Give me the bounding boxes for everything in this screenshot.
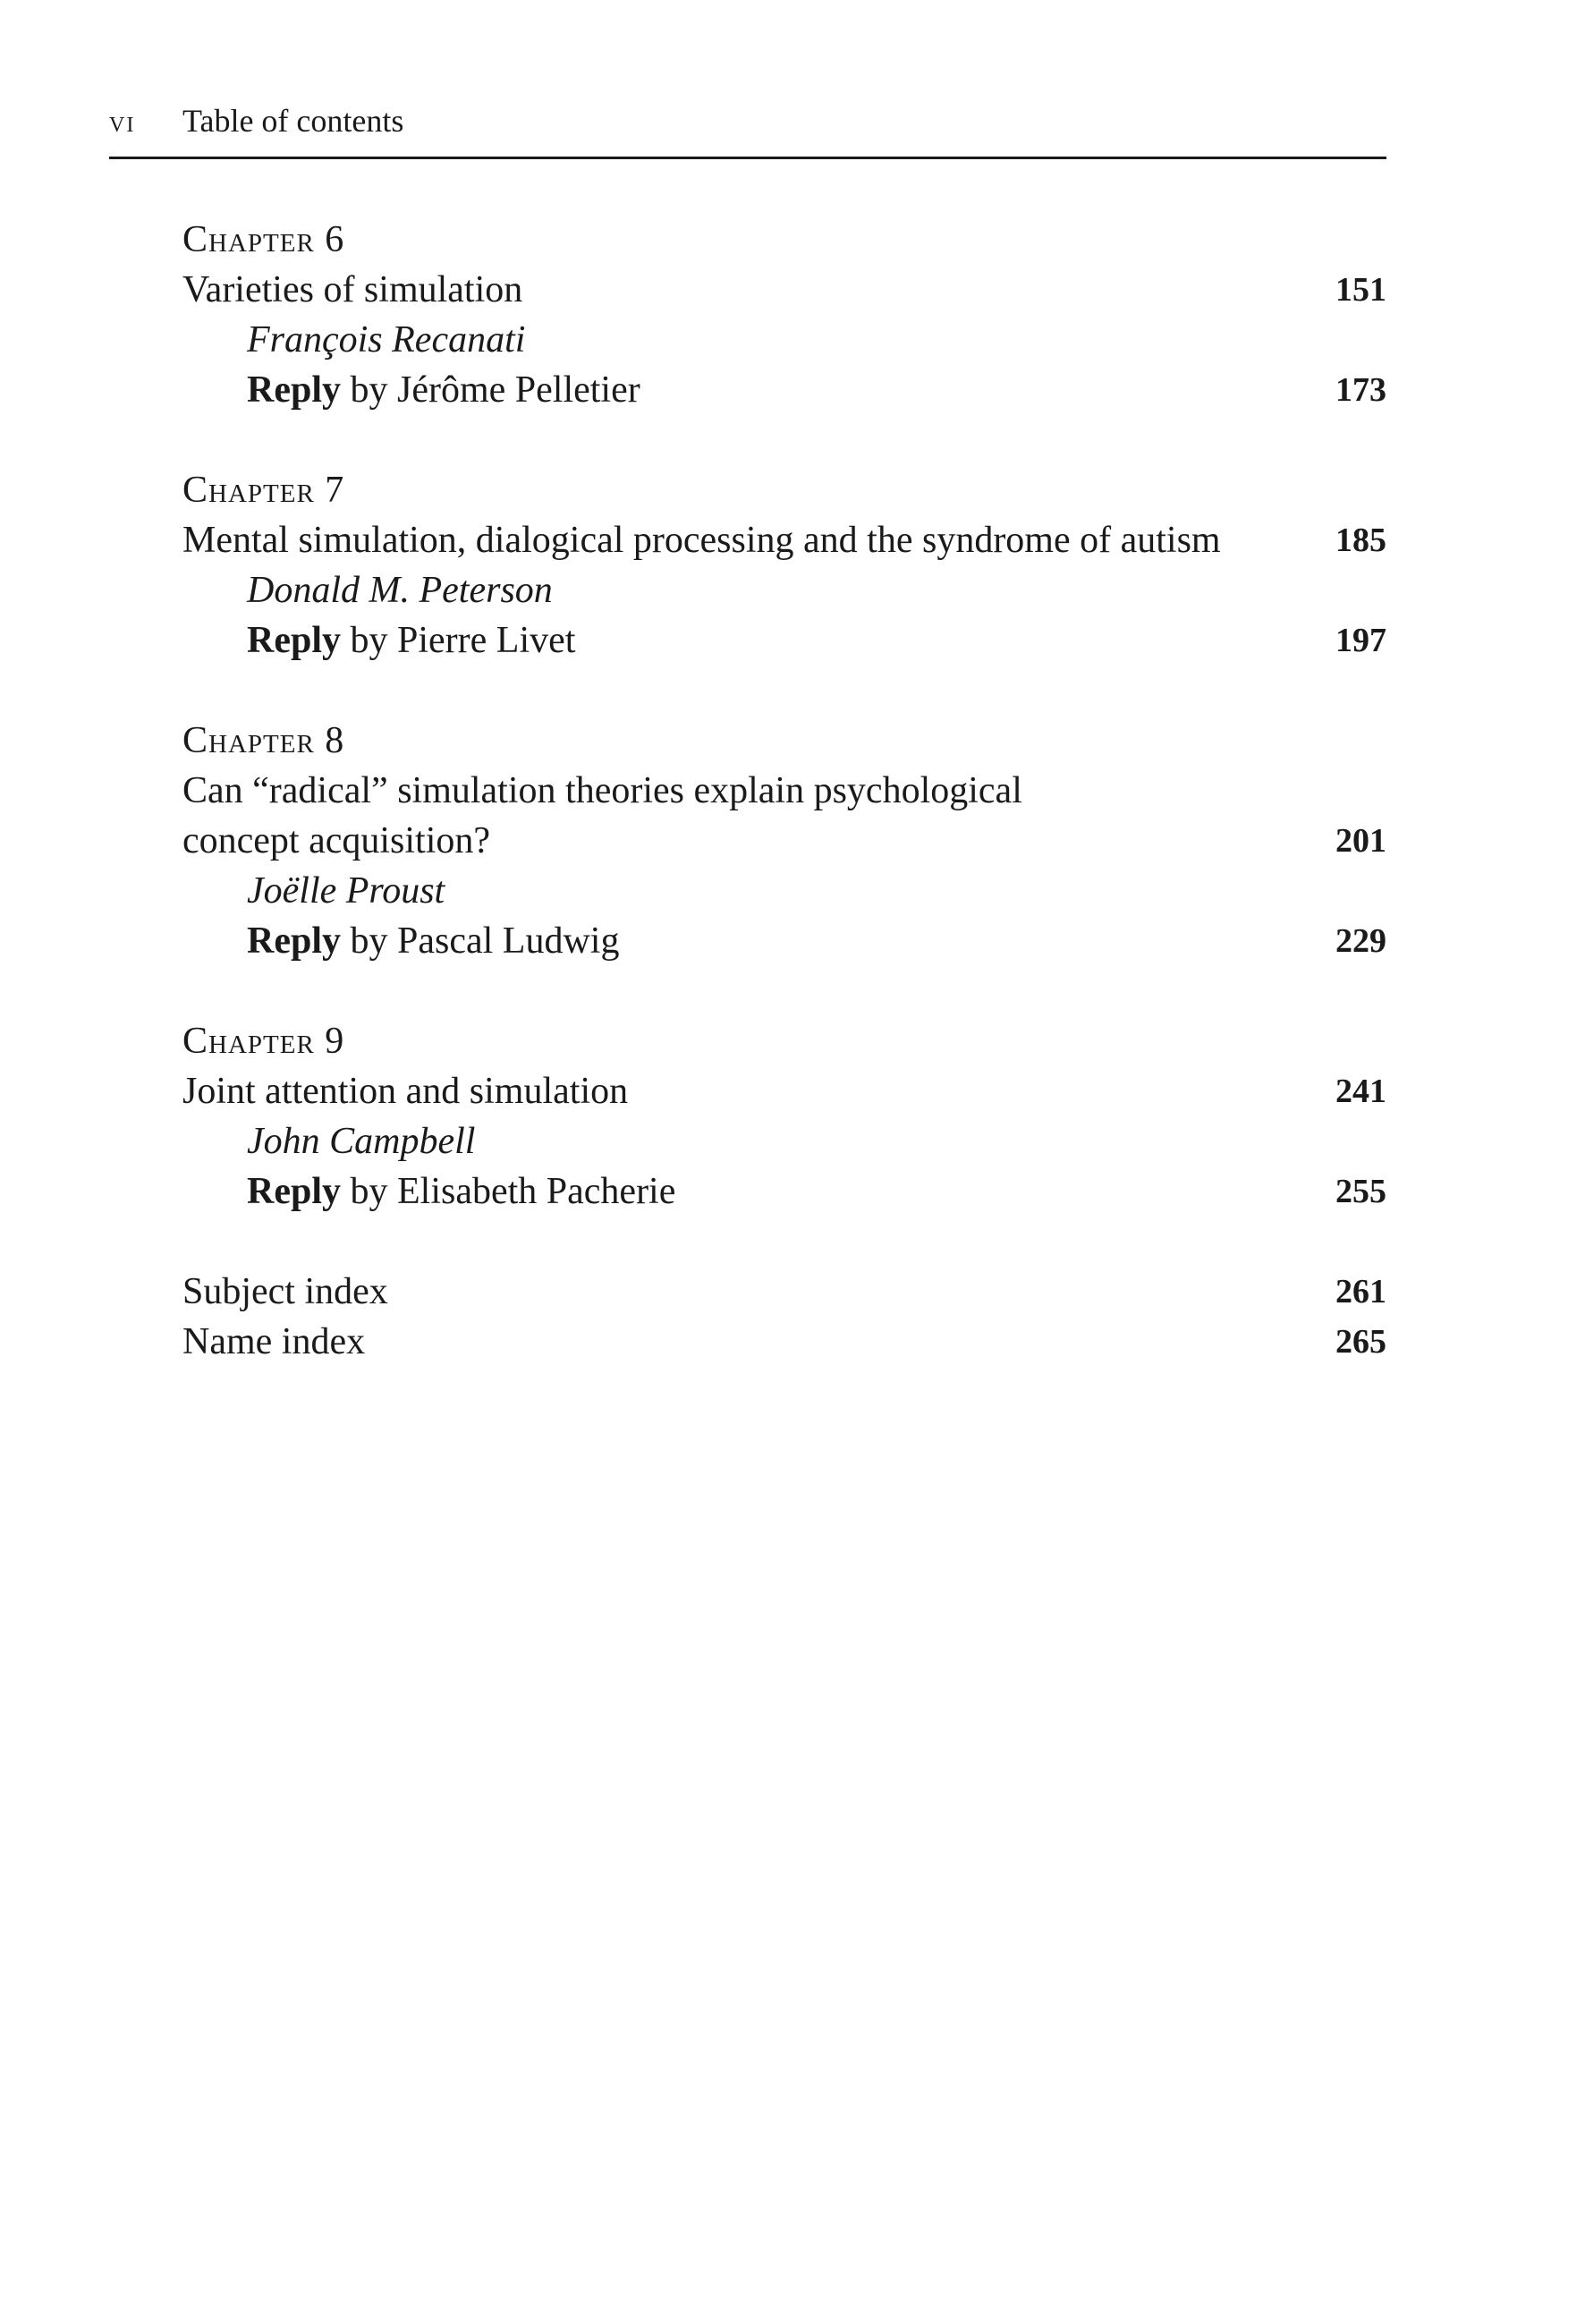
subject-index-entry[interactable] (182, 1267, 1386, 1317)
chapter-title: Joint attention and simulation (182, 1071, 629, 1112)
reply-label: Reply (247, 620, 341, 661)
chapter-author: François Recanati (247, 319, 526, 360)
chapter-title-line[interactable] (182, 766, 1386, 816)
reply-line[interactable] (182, 615, 1386, 666)
reply-page-number: 173 (1335, 371, 1386, 409)
running-head (109, 98, 1386, 159)
chapter-page-number: 185 (1335, 522, 1386, 559)
chapter-title-line[interactable] (182, 1066, 1386, 1116)
chapter-page-number: 151 (1335, 271, 1386, 309)
toc-chapter-7 (182, 465, 1386, 666)
reply-page-number: 255 (1335, 1173, 1386, 1210)
index-page-number: 265 (1335, 1323, 1386, 1361)
reply-page-number: 197 (1335, 622, 1386, 659)
chapter-page-number: 201 (1335, 822, 1386, 860)
chapter-title-line-continued[interactable] (182, 816, 1386, 866)
chapter-label: Chapter 7 (182, 470, 345, 511)
reply-line[interactable] (182, 1166, 1386, 1217)
table-of-contents (182, 215, 1386, 1367)
chapter-title: Can “radical” simulation theories explain psychological (182, 770, 1022, 811)
chapter-author: Joëlle Proust (247, 870, 445, 912)
chapter-label: Chapter 8 (182, 720, 345, 761)
toc-indexes (182, 1267, 1386, 1367)
chapter-label: Chapter 6 (182, 219, 345, 260)
chapter-author: Donald M. Peterson (247, 570, 553, 611)
reply-author: by Pascal Ludwig (350, 920, 620, 962)
toc-chapter-9 (182, 1016, 1386, 1217)
name-index-entry[interactable] (182, 1317, 1386, 1367)
chapter-author: John Campbell (247, 1121, 476, 1162)
toc-chapter-8 (182, 716, 1386, 966)
reply-label: Reply (247, 1171, 341, 1212)
reply-author: by Pierre Livet (350, 620, 576, 661)
index-label: Name index (182, 1321, 366, 1362)
reply-line[interactable] (182, 916, 1386, 966)
page-folio: vi (109, 106, 136, 139)
chapter-title-line[interactable] (182, 265, 1386, 315)
reply-author: by Jérôme Pelletier (350, 369, 640, 411)
chapter-title-line[interactable] (182, 515, 1386, 565)
chapter-title: Varieties of simulation (182, 269, 523, 310)
reply-line[interactable] (182, 365, 1386, 415)
reply-label: Reply (247, 920, 341, 962)
reply-page-number: 229 (1335, 922, 1386, 960)
running-head-title: Table of contents (182, 103, 404, 139)
index-label: Subject index (182, 1271, 388, 1312)
chapter-title: Mental simulation, dialogical processing and the syndrome of autism (182, 520, 1221, 561)
reply-author: by Elisabeth Pacherie (350, 1171, 676, 1212)
chapter-label: Chapter 9 (182, 1021, 345, 1062)
toc-chapter-6 (182, 215, 1386, 415)
chapter-title-continued: concept acquisition? (182, 820, 491, 861)
reply-label: Reply (247, 369, 341, 411)
index-page-number: 261 (1335, 1273, 1386, 1310)
chapter-page-number: 241 (1335, 1073, 1386, 1110)
